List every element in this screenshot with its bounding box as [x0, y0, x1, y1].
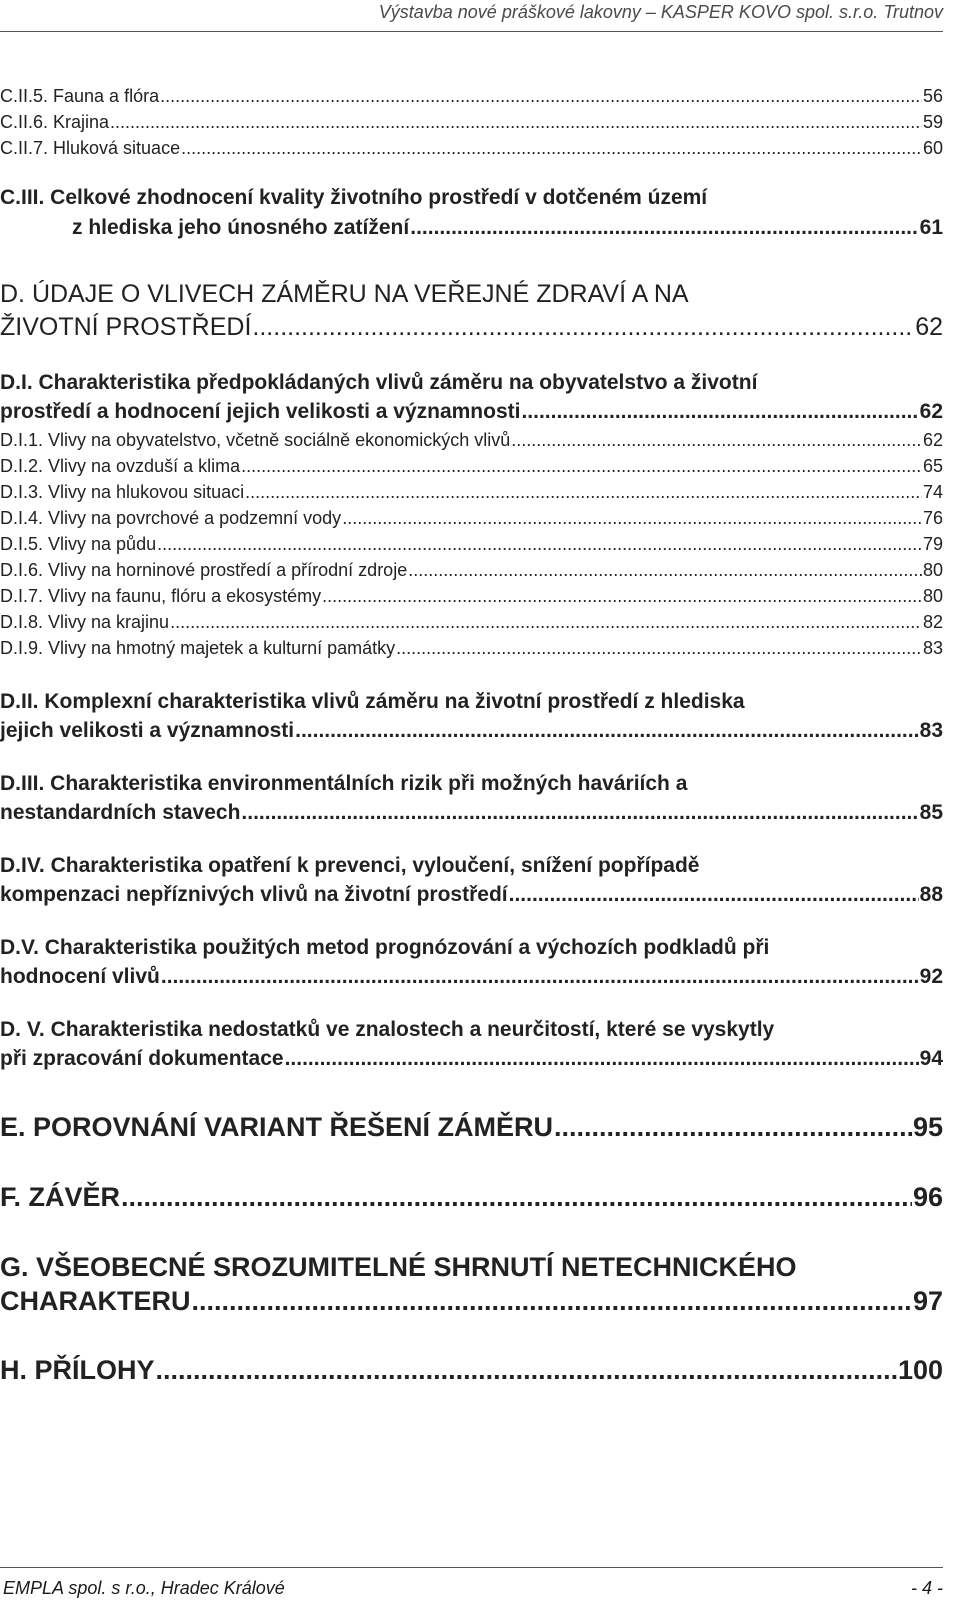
toc-entry-c-ii-7[interactable]: [0, 138, 943, 159]
dot-leader: [322, 586, 922, 607]
toc-entry-d-v-2-line1[interactable]: D. V. Charakteristika nedostatků ve znalostech a neurčitostí, které se vyskytly: [0, 1018, 775, 1041]
toc-entry-d-i-9[interactable]: [0, 638, 943, 659]
toc-entry-page: 74: [922, 482, 943, 502]
toc-entry-title: D.I.3. Vlivy na hlukovou situaci: [0, 482, 245, 502]
toc-entry-d-i-line1[interactable]: D.I. Charakteristika předpokládaných vlivů záměru na obyvatelstvo a životní: [0, 371, 758, 394]
toc-entry-page: 61: [919, 216, 943, 239]
dot-leader: [342, 508, 922, 529]
toc-entry-title: jejich velikosti a významnosti: [0, 719, 295, 742]
toc-entry-f[interactable]: [0, 1182, 943, 1213]
toc-entry-page: 65: [922, 456, 943, 476]
toc-entry-g[interactable]: [0, 1286, 943, 1317]
toc-entry-page: 62: [919, 400, 943, 423]
toc-entry-d-i-2[interactable]: [0, 456, 943, 477]
toc-entry-d-line1[interactable]: D. ÚDAJE O VLIVECH ZÁMĚRU NA VEŘEJNÉ ZDRAVÍ A NA: [0, 280, 689, 308]
toc-entry-d-iii-line1[interactable]: D.III. Charakteristika environmentálních rizik při možných haváriích a: [0, 772, 688, 795]
dot-leader: [285, 1047, 919, 1071]
dot-leader: [252, 313, 914, 342]
toc-entry-title: D.I.9. Vlivy na hmotný majetek a kulturní památky: [0, 638, 396, 658]
toc-entry-d-i-5[interactable]: [0, 534, 943, 555]
toc-entry-g-line1[interactable]: G. VŠEOBECNÉ SROZUMITELNÉ SHRNUTÍ NETECHNICKÉHO: [0, 1252, 797, 1282]
toc-entry-c-iii[interactable]: [72, 216, 943, 240]
toc-entry-page: 60: [922, 138, 943, 158]
toc-entry-e[interactable]: [0, 1112, 943, 1143]
toc-entry-d-i[interactable]: [0, 400, 943, 424]
toc-entry-d-i-4[interactable]: [0, 508, 943, 529]
toc-entry-title: F. ZÁVĚR: [0, 1182, 121, 1212]
toc-entry-d-i-3[interactable]: [0, 482, 943, 503]
toc-entry-d-ii-line1[interactable]: D.II. Komplexní charakteristika vlivů záměru na životní prostředí z hlediska: [0, 690, 745, 713]
running-header: Výstavba nové práškové lakovny – KASPER KOVO spol. s.r.o. Trutnov: [0, 2, 943, 32]
toc-entry-d-v[interactable]: [0, 965, 943, 989]
toc-entry-page: 94: [919, 1047, 943, 1070]
dot-leader: [408, 560, 922, 581]
toc-entry-page: 56: [922, 86, 943, 106]
toc-entry-page: 88: [919, 883, 943, 906]
toc-entry-page: 83: [919, 719, 943, 742]
toc-entry-page: 80: [922, 586, 943, 606]
toc-entry-d-ii[interactable]: [0, 719, 943, 743]
toc-entry-page: 59: [922, 112, 943, 132]
toc-entry-d-iv-line1[interactable]: D.IV. Charakteristika opatření k prevenci, vyloučení, snížení popřípadě: [0, 854, 700, 877]
toc-entry-page: 97: [912, 1286, 943, 1316]
toc-entry-title: z hlediska jeho únosného zatížení: [72, 216, 410, 239]
toc-entry-d-iii[interactable]: [0, 801, 943, 825]
toc-entry-page: 85: [919, 801, 943, 824]
dot-leader: [181, 138, 922, 159]
dot-leader: [156, 1355, 897, 1386]
toc-entry-title: C.II.6. Krajina: [0, 112, 110, 132]
dot-leader: [157, 534, 922, 555]
toc-entry-d[interactable]: [0, 313, 943, 342]
toc-entry-title: D.I.2. Vlivy na ovzduší a klima: [0, 456, 241, 476]
toc-entry-h[interactable]: [0, 1355, 943, 1386]
dot-leader: [396, 638, 922, 659]
toc-entry-page: 62: [915, 313, 943, 341]
toc-entry-title: H. PŘÍLOHY: [0, 1355, 155, 1385]
toc-entry-page: 95: [912, 1112, 943, 1142]
page-number: - 4 -: [910, 1578, 943, 1598]
toc-entry-page: 80: [922, 560, 943, 580]
toc-entry-title: při zpracování dokumentace: [0, 1047, 284, 1070]
dot-leader: [161, 965, 919, 989]
dot-leader: [521, 400, 918, 424]
toc-entry-c-ii-6[interactable]: [0, 112, 943, 133]
dot-leader: [245, 482, 922, 503]
toc-entry-page: 79: [922, 534, 943, 554]
dot-leader: [160, 86, 922, 107]
toc-entry-page: 92: [919, 965, 943, 988]
toc-entry-d-v-line1[interactable]: D.V. Charakteristika použitých metod prognózování a výchozích podkladů při: [0, 936, 770, 959]
toc-entry-page: 100: [897, 1355, 943, 1385]
dot-leader: [241, 801, 918, 825]
dot-leader: [554, 1112, 912, 1143]
toc-entry-title: C.II.7. Hluková situace: [0, 138, 181, 158]
dot-leader: [192, 1286, 912, 1317]
toc-entry-d-iv[interactable]: [0, 883, 943, 907]
toc-entry-page: 62: [922, 430, 943, 450]
toc-entry-d-i-1[interactable]: [0, 430, 943, 451]
toc-entry-c-ii-5[interactable]: [0, 86, 943, 107]
toc-entry-title: D.I.1. Vlivy na obyvatelstvo, včetně sociálně ekonomických vlivů: [0, 430, 511, 450]
footer-company: EMPLA spol. s r.o., Hradec Králové: [3, 1578, 285, 1598]
toc-entry-title: kompenzaci nepříznivých vlivů na životní prostředí: [0, 883, 508, 906]
dot-leader: [110, 112, 922, 133]
toc-entry-d-i-6[interactable]: [0, 560, 943, 581]
toc-entry-title: C.II.5. Fauna a flóra: [0, 86, 160, 106]
dot-leader: [511, 430, 922, 451]
toc-entry-title: D.I.7. Vlivy na faunu, flóru a ekosystémy: [0, 586, 322, 606]
toc-entry-d-i-8[interactable]: [0, 612, 943, 633]
dot-leader: [170, 612, 922, 633]
toc-entry-title: hodnocení vlivů: [0, 965, 160, 988]
toc-entry-page: 76: [922, 508, 943, 528]
toc-entry-title: E. POROVNÁNÍ VARIANT ŘEŠENÍ ZÁMĚRU: [0, 1112, 554, 1142]
dot-leader: [121, 1182, 912, 1213]
toc-entry-title: ŽIVOTNÍ PROSTŘEDÍ: [0, 313, 252, 341]
toc-entry-title: prostředí a hodnocení jejich velikosti a významnosti: [0, 400, 521, 423]
toc-entry-title: D.I.4. Vlivy na povrchové a podzemní vody: [0, 508, 342, 528]
toc-entry-title: nestandardních stavech: [0, 801, 241, 824]
toc-entry-title: CHARAKTERU: [0, 1286, 191, 1316]
dot-leader: [509, 883, 919, 907]
toc-entry-c-iii-line1[interactable]: C.III. Celkové zhodnocení kvality životního prostředí v dotčeném území: [0, 186, 708, 209]
dot-leader: [410, 216, 918, 240]
toc-entry-d-v-2[interactable]: [0, 1047, 943, 1071]
toc-entry-page: 96: [912, 1182, 943, 1212]
toc-entry-page: 83: [922, 638, 943, 658]
toc-entry-title: D.I.8. Vlivy na krajinu: [0, 612, 170, 632]
toc-entry-title: D.I.6. Vlivy na horninové prostředí a přírodní zdroje: [0, 560, 408, 580]
running-footer: [0, 1567, 943, 1598]
toc-entry-title: D.I.5. Vlivy na půdu: [0, 534, 157, 554]
dot-leader: [241, 456, 922, 477]
toc-entry-d-i-7[interactable]: [0, 586, 943, 607]
toc-entry-page: 82: [922, 612, 943, 632]
dot-leader: [295, 719, 919, 743]
